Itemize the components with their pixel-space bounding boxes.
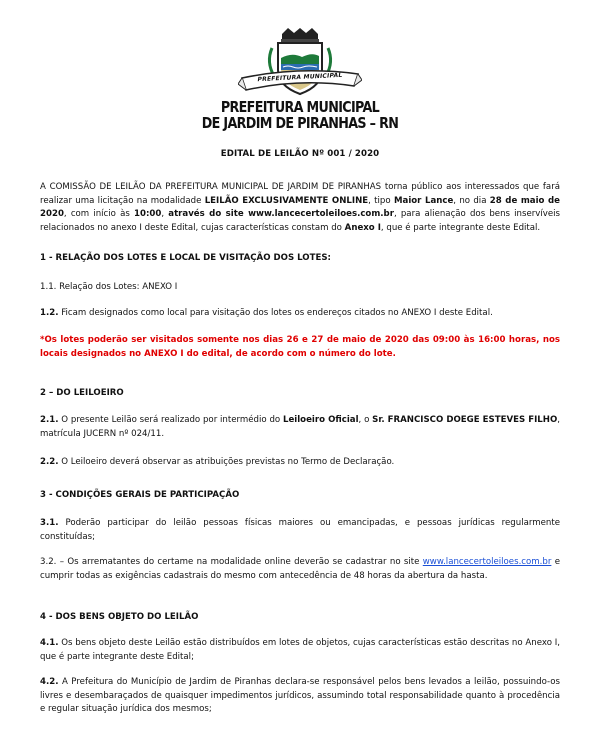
site-link[interactable]: www.lancecertoleiloes.com.br bbox=[422, 557, 552, 567]
section-3-heading: 3 - CONDIÇÕES GERAIS DE PARTICIPAÇÃO bbox=[40, 490, 240, 500]
org-name-line1: PREFEITURA MUNICIPAL bbox=[220, 98, 380, 116]
section-4-heading: 4 - DOS BENS OBJETO DO LEILÃO bbox=[40, 612, 199, 622]
section-1-1: 1.1. Relação dos Lotes: ANEXO I bbox=[40, 282, 178, 292]
org-name-line2: DE JARDIM DE PIRANHAS – RN bbox=[201, 114, 399, 132]
section-1-visit-note: *Os lotes poderão ser visitados somente nos dias 26 e 27 de maio de 2020 das 09:00 às 16:00 horas, nos locais designados no ANEXO I do edital, de acordo com o número do lote. bbox=[40, 335, 560, 359]
section-1-heading: 1 - RELAÇÃO DOS LOTES E LOCAL DE VISITAÇÃO DOS LOTES: bbox=[40, 253, 331, 263]
section-3-1: 3.1. Poderão participar do leilão pessoas físicas maiores ou emancipadas, e pessoas jurídicas regularmente constituídas; bbox=[40, 518, 560, 542]
section-4-1: 4.1. Os bens objeto deste Leilão estão distribuídos em lotes de objetos, cujas características estão descritas no Anexo I, que é parte integrante deste Edital; bbox=[40, 638, 560, 662]
intro-paragraph: A COMISSÃO DE LEILÃO DA PREFEITURA MUNICIPAL DE JARDIM DE PIRANHAS torna público aos interessados que fará realizar uma licitação na modalidade LEILÃO EXCLUSIVAMENTE ONLINE, tipo Maior Lance, no dia 28 de maio de 2020, com início às 10:00, através do site www.lancecertoleiloes.com.br, para alienação dos bens inservíveis relacionados no anexo I deste Edital, cujas características constam do Anexo I, que é parte integrante deste Edital. bbox=[40, 182, 560, 233]
section-2-2: 2.2. O Leiloeiro deverá observar as atribuições previstas no Termo de Declaração. bbox=[40, 457, 395, 467]
section-2-1: 2.1. O presente Leilão será realizado por intermédio do Leiloeiro Oficial, o Sr. FRANCISCO DOEGE ESTEVES FILHO, matrícula JUCERN nº 024/11. bbox=[40, 415, 560, 439]
crest-ribbon-text: PREFEITURA MUNICIPAL bbox=[257, 71, 343, 84]
section-4-2: 4.2. A Prefeitura do Município de Jardim de Piranhas declara-se responsável pelos bens levados a leilão, possuindo-os livres e desembaraçados de quaisquer impedimentos jurídicos, assumindo total responsabilidade quanto à procedência e regular situação jurídica dos mesmos; bbox=[40, 677, 560, 715]
document-title: EDITAL DE LEILÃO Nº 001 / 2020 bbox=[220, 149, 380, 159]
section-3-2: 3.2. – Os arrematantes do certame na modalidade online deverão se cadastrar no site www.lancecertoleiloes.com.br e cumprir todas as exigências cadastrais do mesmo com antecedência de 48 horas da abertura da hasta. bbox=[40, 557, 560, 581]
section-2-heading: 2 – DO LEILOEIRO bbox=[40, 388, 124, 398]
section-1-2: 1.2. Ficam designados como local para visitação dos lotes os endereços citados no ANEXO I deste Edital. bbox=[40, 308, 493, 318]
